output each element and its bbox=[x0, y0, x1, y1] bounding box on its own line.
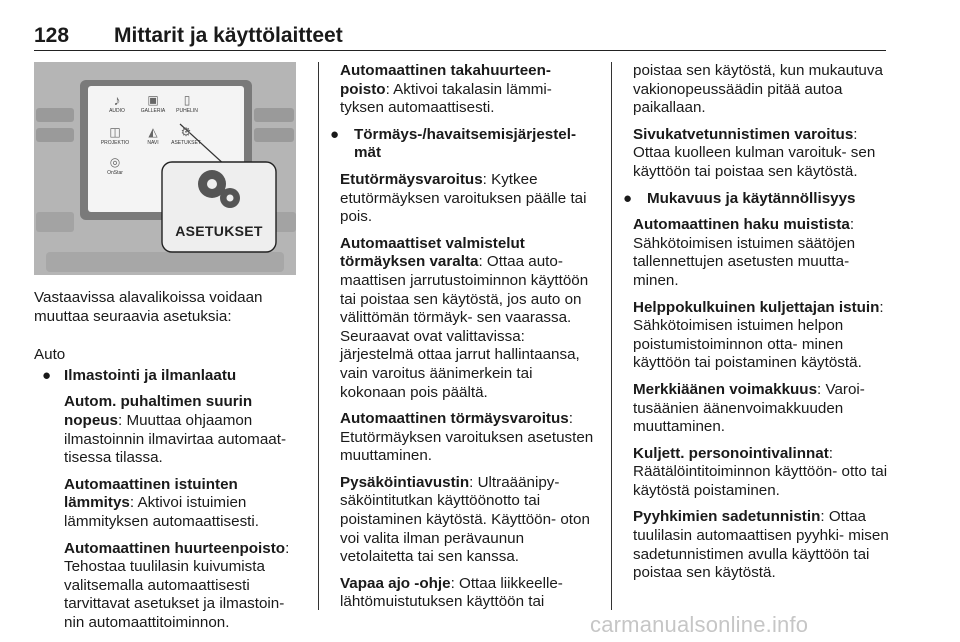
setting-description: : Ultraäänipy‐ säköintitutkan käyttöönotto tai poistaminen käytöstä. Käyttöön‐ oton voi valita ilman perävaunun vetolaitetta tai sen kanssa. bbox=[340, 473, 590, 566]
screen-icon-label: GALLERIA bbox=[140, 108, 166, 114]
setting-item bbox=[633, 381, 895, 437]
bullet-heading-text: Törmäys-/havaitsemisjärjestel‐ mät bbox=[354, 125, 577, 162]
column-divider bbox=[318, 62, 319, 610]
setting-description: : Etutörmäyksen varoituksen asetusten muuttaminen. bbox=[340, 410, 594, 465]
navigation-icon: ◭ bbox=[148, 125, 158, 139]
screen-icon-navi bbox=[138, 124, 168, 146]
screen-icon-projection bbox=[98, 124, 132, 146]
page-title: Mittarit ja käyttölaitteet bbox=[114, 24, 343, 47]
screen-icon-label: PROJEKTIO bbox=[100, 140, 130, 146]
watermark: carmanualsonline.info bbox=[590, 612, 809, 637]
screen-icon-gallery bbox=[138, 92, 168, 114]
setting-term: Pysäköintiavustin bbox=[340, 473, 470, 491]
page-header bbox=[34, 22, 886, 51]
phone-icon: ▯ bbox=[183, 93, 191, 107]
column-divider bbox=[611, 62, 612, 610]
bullet-heading-text: Ilmastointi ja ilmanlaatu bbox=[64, 366, 237, 384]
setting-term: Helppokulkuinen kuljettajan istuin bbox=[633, 298, 880, 316]
setting-description: : Aktivoi takalasin lämmi‐ tyksen automaattisesti. bbox=[340, 80, 552, 117]
setting-item bbox=[633, 508, 895, 582]
bullet-dot: ● bbox=[623, 189, 633, 207]
setting-term: Kuljett. personointivalinnat bbox=[633, 444, 829, 462]
setting-item bbox=[340, 575, 595, 612]
bullet-heading bbox=[34, 367, 300, 386]
onstar-icon: ◎ bbox=[109, 155, 121, 169]
setting-item bbox=[633, 445, 895, 501]
setting-term: Autom. puhaltimen suurin nopeus bbox=[64, 393, 253, 429]
column-1 bbox=[34, 62, 300, 641]
bullet-heading bbox=[326, 126, 595, 163]
setting-description: : Ottaa auto‐ maattisen jarrutustoiminnon käyttöön tai poistaa sen käytöstä, jos auto on välittömän törmäyk‐ sen vaarassa. Seuraavat ovat valittavissa: järjestelmä ottaa jarrut hallintaansa, vain varoitus äänimerkein tai kokonaan pois päältä. bbox=[340, 253, 589, 401]
setting-item bbox=[633, 299, 895, 373]
setting-item bbox=[633, 216, 895, 290]
screen-icon-label: ASETUKSET bbox=[171, 140, 201, 146]
setting-term: Sivukatvetunnistimen varoitus bbox=[633, 125, 854, 143]
infotainment-figure bbox=[34, 62, 296, 275]
setting-description: : Ottaa kuolleen kulman varoituk‐ sen käyttöön tai poistaa sen käytöstä. bbox=[633, 125, 876, 180]
music-note-icon: ♪ bbox=[113, 92, 121, 108]
setting-item bbox=[340, 171, 595, 227]
setting-term: Automaattinen huurteenpoisto bbox=[64, 539, 286, 557]
setting-term: Automaattiset valmistelut törmäyksen varalta bbox=[340, 234, 525, 271]
setting-description: : Kytkee etutörmäyksen varoituksen päälle tai pois. bbox=[340, 170, 587, 226]
setting-term: Etutörmäysvaroitus bbox=[340, 170, 483, 188]
setting-item bbox=[34, 476, 300, 532]
setting-description: : Aktivoi istuimien lämmityksen automaattisesti. bbox=[64, 494, 259, 530]
setting-term: Merkkiäänen voimakkuus bbox=[633, 380, 818, 398]
setting-item bbox=[340, 410, 595, 466]
screen-icon-label: PUHELIN bbox=[176, 108, 198, 114]
setting-term: Pyyhkimien sadetunnistin bbox=[633, 508, 821, 526]
setting-description: : Sähkötoimisen istuimen helpon poistumistoiminnon otta‐ minen käyttöön tai poistaminen käytöstä. bbox=[633, 298, 884, 372]
page-number: 128 bbox=[34, 24, 70, 47]
gallery-icon: ▣ bbox=[147, 93, 159, 107]
setting-description: : Ottaa liikkeelle‐ lähtömuistutuksen käyttöön tai bbox=[340, 574, 563, 611]
screen-icon-onstar bbox=[100, 154, 130, 176]
setting-description: : Muuttaa ohjaamon ilmastoinnin ilmavirtaa automaat‐ tisessa tilassa. bbox=[64, 411, 286, 467]
bullet-dot: ● bbox=[42, 366, 52, 384]
projection-icon: ◫ bbox=[109, 125, 121, 139]
intro-text: Vastaavissa alavalikoissa voidaan muuttaa seuraavia asetuksia: bbox=[34, 289, 263, 325]
setting-term: Automaattinen törmäysvaroitus bbox=[340, 410, 569, 428]
setting-term: Automaattinen takahuurteen‐ poisto bbox=[340, 62, 551, 98]
bullet-heading-text: Mukavuus ja käytännöllisyys bbox=[647, 189, 856, 207]
column-3 bbox=[623, 62, 895, 591]
continuation-text: poistaa sen käytöstä, kun mukautuva vakionopeussäädin pitää autoa paikallaan. bbox=[633, 62, 883, 117]
setting-description: : Ottaa tuulilasin automaattisen pyyhki‐ misen sadetunnistimen avulla käyttöön tai poistaa sen käytöstä. bbox=[633, 508, 889, 582]
setting-description: : Varoi‐ tusäänien äänenvoimakkuuden muuttaminen. bbox=[633, 380, 865, 436]
bullet-dot: ● bbox=[330, 125, 340, 143]
setting-description: : Sähkötoimisen istuimen säätöjen tallennettujen asetusten muutta‐ minen. bbox=[633, 216, 856, 289]
setting-term: Automaattinen haku muistista bbox=[633, 216, 850, 234]
screen-icon-settings bbox=[168, 124, 204, 146]
setting-description: : Tehostaa tuulilasin kuivumista valitsemalla automaattisesti tarvittavat asetukset ja ilmastoin‐ nin automaattitoiminnon. bbox=[64, 539, 290, 631]
setting-item bbox=[34, 393, 300, 467]
setting-item bbox=[340, 474, 595, 567]
setting-item bbox=[340, 62, 595, 118]
setting-description: : Räätälöintitoiminnon käyttöön‐ otto tai käytöstä poistaminen. bbox=[633, 444, 888, 499]
setting-item bbox=[340, 235, 595, 402]
setting-term: Vapaa ajo -ohje bbox=[340, 574, 451, 592]
callout-label: ASETUKSET bbox=[175, 223, 263, 239]
setting-item bbox=[34, 540, 300, 633]
screen-icon-audio bbox=[104, 92, 130, 114]
section-heading: Auto bbox=[34, 346, 66, 364]
gear-icon: ⚙ bbox=[180, 125, 192, 139]
column-2 bbox=[330, 62, 595, 620]
setting-term: Automaattinen istuinten lämmitys bbox=[64, 475, 238, 512]
screen-icon-label: AUDIO bbox=[109, 108, 125, 114]
setting-item bbox=[633, 126, 895, 182]
screen-icon-label: OnStar bbox=[107, 170, 123, 176]
bullet-heading bbox=[619, 190, 895, 209]
screen-icon-phone bbox=[172, 92, 202, 114]
screen-icon-label: NAVI bbox=[147, 140, 159, 146]
